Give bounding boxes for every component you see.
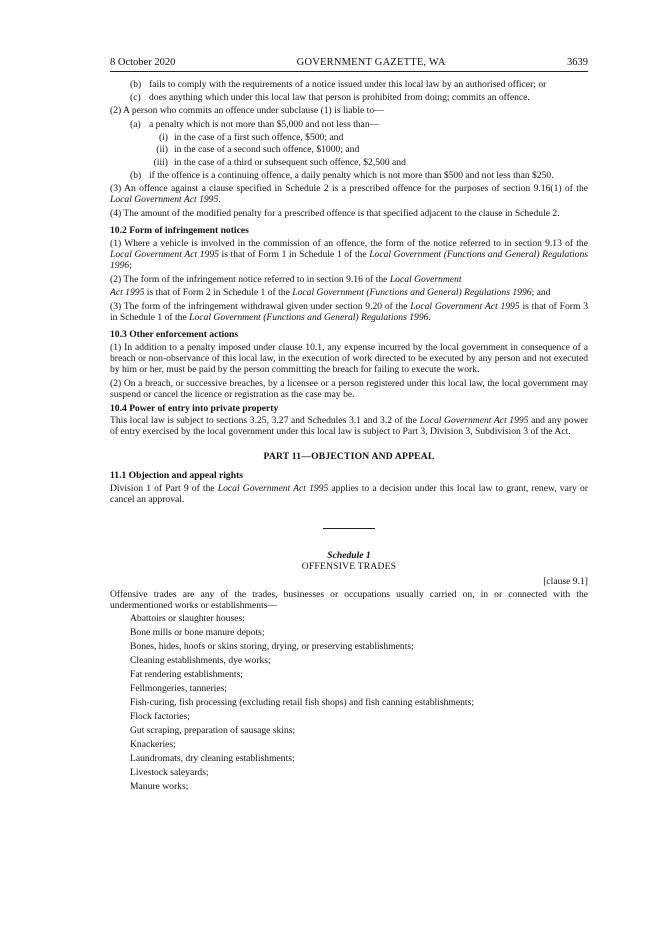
- schedule-intro: Offensive trades are any of the trades, businesses or occupations usually carried on, in or connected with the undermentioned works or establishments—: [110, 588, 588, 611]
- list-item: (ii) in the case of a second such offence, $1000; and: [156, 144, 360, 156]
- list-item: (a) a penalty which is not more than $5,000 and not less than—: [130, 118, 380, 130]
- page-header: [110, 58, 588, 72]
- clause-11-1-heading: 11.1 Objection and appeal rights: [110, 470, 243, 482]
- list-item: (iii) in the case of a third or subsequent such offence, $2,500 and: [153, 157, 406, 169]
- list-item: Bones, hides, hoofs or skins storing, drying, or preserving establishments;: [130, 641, 414, 653]
- subclause-4: (4) The amount of the modified penalty for a prescribed offence is that specified adjacent to the clause in Schedule 2.: [110, 207, 560, 219]
- list-item: Flock factories;: [130, 711, 190, 723]
- list-item: Fat rendering establishments;: [130, 669, 243, 681]
- list-item: Gut scraping, preparation of sausage skins;: [130, 725, 296, 737]
- list-item: Fellmongeries, tanneries;: [130, 683, 227, 695]
- section-divider: [323, 528, 375, 529]
- clause-10-2-heading: 10.2 Form of infringement notices: [110, 224, 249, 236]
- clause-11-1-para: Division 1 of Part 9 of the Local Government Act 1995 applies to a decision under this local law to grant, renew, vary or cancel an approval.: [110, 483, 588, 505]
- clause-10-2-para-2: (2) The form of the infringement notice referred to in section 9.16 of the Local Government: [110, 273, 462, 285]
- clause-10-2-para-1: (1) Where a vehicle is involved in the commission of an offence, the form of the notice referred to in section 9.13 of the Local Government Act 1995 is that of Form 1 in Schedule 1 of the Local Government (Functions and General) Regulations 1996;: [110, 237, 588, 271]
- subclause-3: (3) An offence against a clause specified in Schedule 2 is a prescribed offence for the purposes of section 9.16(1) of the Local Government Act 1995.: [110, 183, 588, 206]
- clause-10-4-para-1: This local law is subject to sections 3.25, 3.27 and Schedules 3.1 and 3.2 of the Local Government Act 1995 and any power of entry exercised by the local government under this local law is subject to Part 3, Division 3, Subdivision 3 of the Act.: [110, 415, 588, 438]
- schedule-title: Schedule 1: [327, 549, 371, 561]
- clause-10-3-para-1: (1) In addition to a penalty imposed under clause 10.1, any expense incurred by the local government in consequence of a breach or non-observance of this local law, in the execution of work directed to be executed by any person and not executed by him or her, must be paid by the person committing the breach for failing to execute the work.: [110, 342, 588, 375]
- schedule-clause-reference: [clause 9.1]: [543, 575, 588, 587]
- list-item: Abattoirs or slaughter houses;: [130, 613, 245, 625]
- list-item: (i) in the case of a first such offence, $500; and: [158, 131, 344, 143]
- clause-10-1-continued: [110, 80, 588, 220]
- list-item: (c) does anything which under this local law that person is prohibited from doing; commits an offence.: [130, 91, 530, 103]
- list-item: Livestock saleyards;: [130, 767, 209, 779]
- list-item: Bone mills or bone manure depots;: [130, 627, 265, 639]
- subclause-2-intro: (2) A person who commits an offence under subclause (1) is liable to—: [110, 104, 384, 116]
- clause-10-4-heading: 10.4 Power of entry into private property: [110, 402, 279, 414]
- header-date: 8 October 2020: [110, 57, 176, 68]
- list-item: Laundromats, dry cleaning establishments;: [130, 753, 295, 765]
- part-11-heading: PART 11—OBJECTION AND APPEAL: [263, 451, 435, 463]
- clause-10-2-para-2-cont: Act 1995 is that of Form 2 in Schedule 1 of the Local Government (Functions and General) Regulations 1996; and: [110, 287, 551, 299]
- list-item: Manure works;: [130, 781, 189, 793]
- schedule-subtitle: OFFENSIVE TRADES: [301, 560, 397, 572]
- gazette-page: [110, 58, 588, 796]
- list-item: (b) if the offence is a continuing offence, a daily penalty which is not more than $500 and not less than $250.: [130, 170, 554, 182]
- header-title: GOVERNMENT GAZETTE, WA: [296, 57, 446, 68]
- clause-10-3-heading: 10.3 Other enforcement actions: [110, 329, 239, 341]
- list-item: Knackeries;: [130, 739, 176, 751]
- clause-10-3-para-2: (2) On a breach, or successive breaches, by a licensee or a person registered under this local law, the local government may suspend or cancel the licence or registration as the case may be.: [110, 377, 588, 400]
- list-item: Cleaning establishments, dye works;: [130, 655, 271, 667]
- header-page-number: 3639: [566, 57, 588, 68]
- list-item: (b) fails to comply with the requirements of a notice issued under this local law by an authorised officer; or: [130, 78, 547, 90]
- clause-10-2-para-3: (3) The form of the infringement withdrawal given under section 9.20 of the Local Government Act 1995 is that of Form 3 in Schedule 1 of the Local Government (Functions and General) Regulations 1996.: [110, 301, 588, 324]
- offensive-trades-list: [110, 614, 588, 793]
- list-item: Fish-curing, fish processing (excluding retail fish shops) and fish canning establishments;: [130, 697, 474, 709]
